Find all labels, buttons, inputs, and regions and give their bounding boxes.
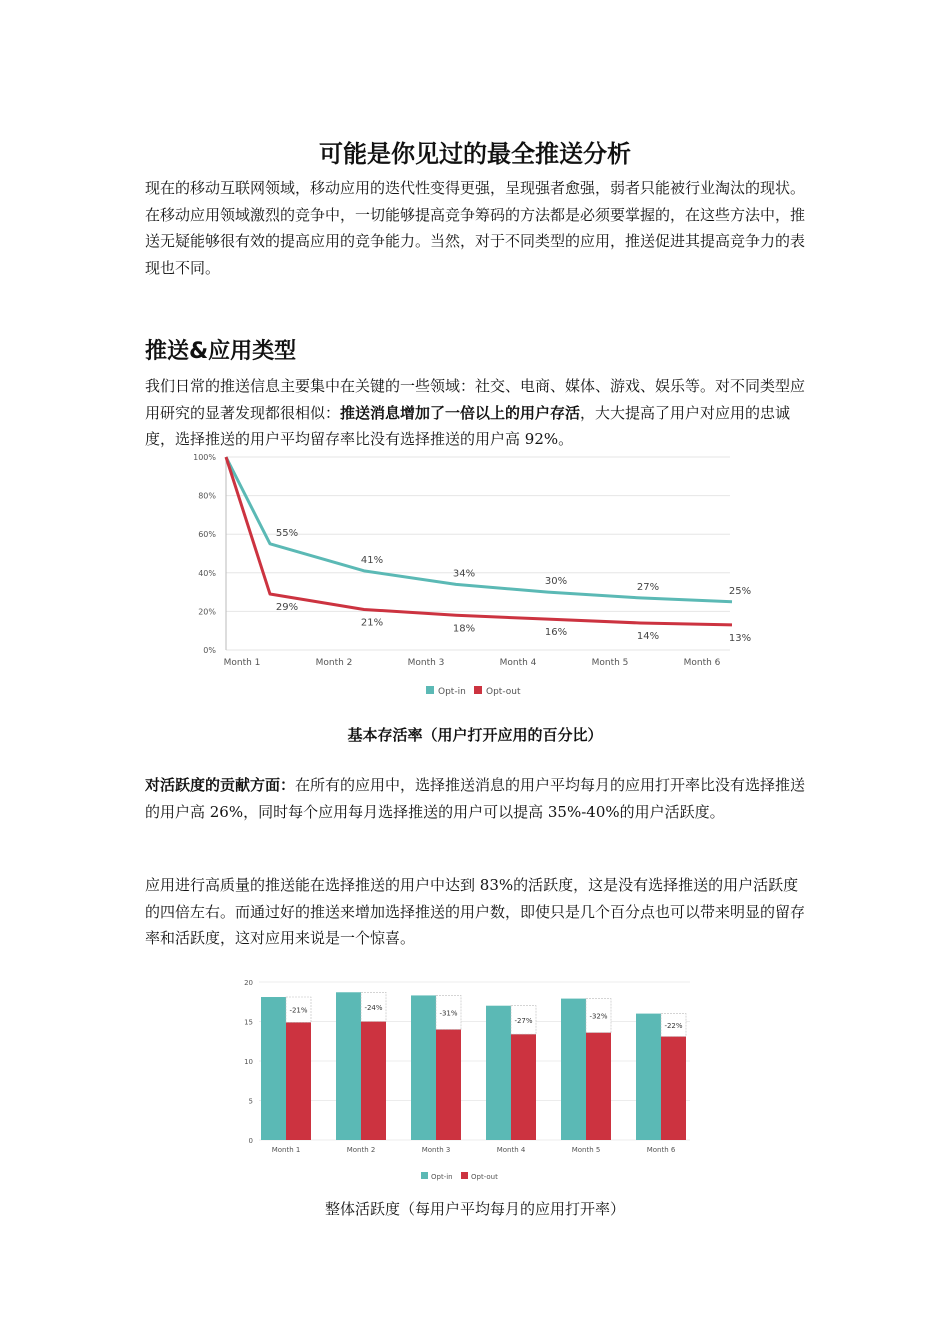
x-tick-label: Month 5 <box>591 658 629 668</box>
opt-in-bar <box>486 1006 511 1140</box>
opt-in-data-label: 25% <box>728 585 752 597</box>
opt-out-bar <box>436 1029 461 1140</box>
document-title: 可能是你见过的最全推送分析 <box>319 140 631 168</box>
opt-out-data-label: 14% <box>636 630 660 642</box>
x-tick-label: Month 6 <box>683 658 721 668</box>
legend-swatch-opt-out <box>461 1172 468 1179</box>
activity-paragraph <box>145 772 810 825</box>
opt-in-bar <box>336 992 361 1140</box>
section-paragraph-text-1: 我们日常的推送信息主要集中在关键的一些领域：社交、电商、媒体、游戏、娱乐等。对不同类型应用研究的显著发现都很相似： <box>145 377 806 422</box>
y-tick-label: 80% <box>198 491 216 501</box>
x-tick-label: Month 2 <box>346 1146 376 1154</box>
y-tick-label: 20 <box>244 979 253 987</box>
x-tick-label: Month 4 <box>496 1146 526 1154</box>
x-tick-label: Month 2 <box>315 658 353 668</box>
section-paragraph-bold: 推送消息增加了一倍以上的用户存活 <box>340 403 581 422</box>
x-tick-label: Month 6 <box>646 1146 676 1154</box>
opt-in-data-label: 27% <box>636 581 660 593</box>
y-tick-label: 20% <box>198 607 216 617</box>
section-paragraph <box>145 373 810 453</box>
difference-label: -24% <box>364 1003 383 1012</box>
y-tick-label: 40% <box>198 568 216 578</box>
opt-out-data-label: 13% <box>728 632 752 644</box>
difference-label: -22% <box>664 1022 683 1031</box>
retention-line-chart <box>190 448 752 708</box>
opt-in-data-label: 55% <box>275 527 299 539</box>
intro-paragraph: 现在的移动互联网领域，移动应用的迭代性变得更强，呈现强者愈强，弱者只能被行业淘汰的现状。在移动应用领域激烈的竞争中，一切能够提高竞争筹码的方法都是必须要掌握的，在这些方法中，推送无疑能够很有效的提高应用的竞争能力。当然，对于不同类型的应用，推送促进其提高竞争力的表现也不同。 <box>145 179 806 277</box>
x-tick-label: Month 5 <box>571 1146 601 1154</box>
opt-out-bar <box>586 1033 611 1140</box>
x-tick-label: Month 3 <box>421 1146 451 1154</box>
legend-label-opt-in: Opt-in <box>431 1173 453 1181</box>
opt-in-bar <box>561 999 586 1140</box>
opt-in-data-label: 30% <box>544 576 568 588</box>
opt-in-data-label: 34% <box>452 568 476 580</box>
quality-paragraph: 应用进行高质量的推送能在选择推送的用户中达到 83%的活跃度，这是没有选择推送的用户活跃度的四倍左右。而通过好的推送来增加选择推送的用户数，即使只是几个百分点也可以带来明显的留存率和活跃度，这对应用来说是一个惊喜。 <box>145 876 806 947</box>
x-tick-label: Month 1 <box>271 1146 301 1154</box>
opt-out-bar <box>361 1022 386 1141</box>
opt-in-bar <box>411 995 436 1140</box>
legend-swatch-opt-in <box>421 1172 428 1179</box>
difference-label: -27% <box>514 1016 533 1025</box>
opt-in-line <box>226 457 732 602</box>
y-tick-label: 0 <box>248 1137 253 1145</box>
legend-label-opt-out: Opt-out <box>471 1173 498 1181</box>
difference-label: -31% <box>439 1009 458 1018</box>
difference-label: -21% <box>289 1006 308 1015</box>
chart2-caption: 整体活跃度（每用户平均每月的应用打开率） <box>324 1200 625 1218</box>
y-tick-label: 0% <box>203 646 216 655</box>
y-tick-label: 10 <box>244 1058 253 1066</box>
legend-label-opt-in: Opt-in <box>438 687 466 697</box>
opt-out-bar <box>661 1037 686 1140</box>
y-tick-label: 60% <box>198 530 216 540</box>
chart1-caption: 基本存活率（用户打开应用的百分比） <box>347 726 603 744</box>
section-heading: 推送&应用类型 <box>145 339 297 364</box>
opt-in-bar <box>261 997 286 1140</box>
difference-label: -32% <box>589 1012 608 1021</box>
activity-paragraph-text: 在所有的应用中，选择推送消息的用户平均每月的应用打开率比没有选择推送的用户高 26%，同时每个应用每月选择推送的用户可以提高 35%-40%的用户活跃度。 <box>145 776 806 821</box>
activity-bar-chart <box>235 970 700 1188</box>
opt-in-data-label: 41% <box>360 554 384 566</box>
opt-out-data-label: 16% <box>544 627 568 639</box>
opt-out-data-label: 18% <box>452 623 476 635</box>
legend-swatch-opt-in <box>426 686 434 694</box>
legend-label-opt-out: Opt-out <box>486 687 521 697</box>
x-tick-label: Month 3 <box>407 658 445 668</box>
opt-out-data-label: 29% <box>275 602 299 614</box>
opt-out-bar <box>286 1022 311 1140</box>
opt-out-data-label: 21% <box>360 617 384 629</box>
legend-swatch-opt-out <box>474 686 482 694</box>
y-tick-label: 5 <box>248 1097 253 1106</box>
opt-in-bar <box>636 1014 661 1140</box>
opt-out-bar <box>511 1034 536 1140</box>
y-tick-label: 100% <box>193 453 216 462</box>
x-tick-label: Month 1 <box>223 658 261 668</box>
x-tick-label: Month 4 <box>499 658 537 668</box>
y-tick-label: 15 <box>244 1018 253 1027</box>
section-paragraph-text-2: ，大大提高了用户对应用的忠诚度，选择推送的用户平均留存率比没有选择推送的用户高 92%。 <box>145 403 791 448</box>
activity-paragraph-bold: 对活跃度的贡献方面： <box>145 776 296 794</box>
